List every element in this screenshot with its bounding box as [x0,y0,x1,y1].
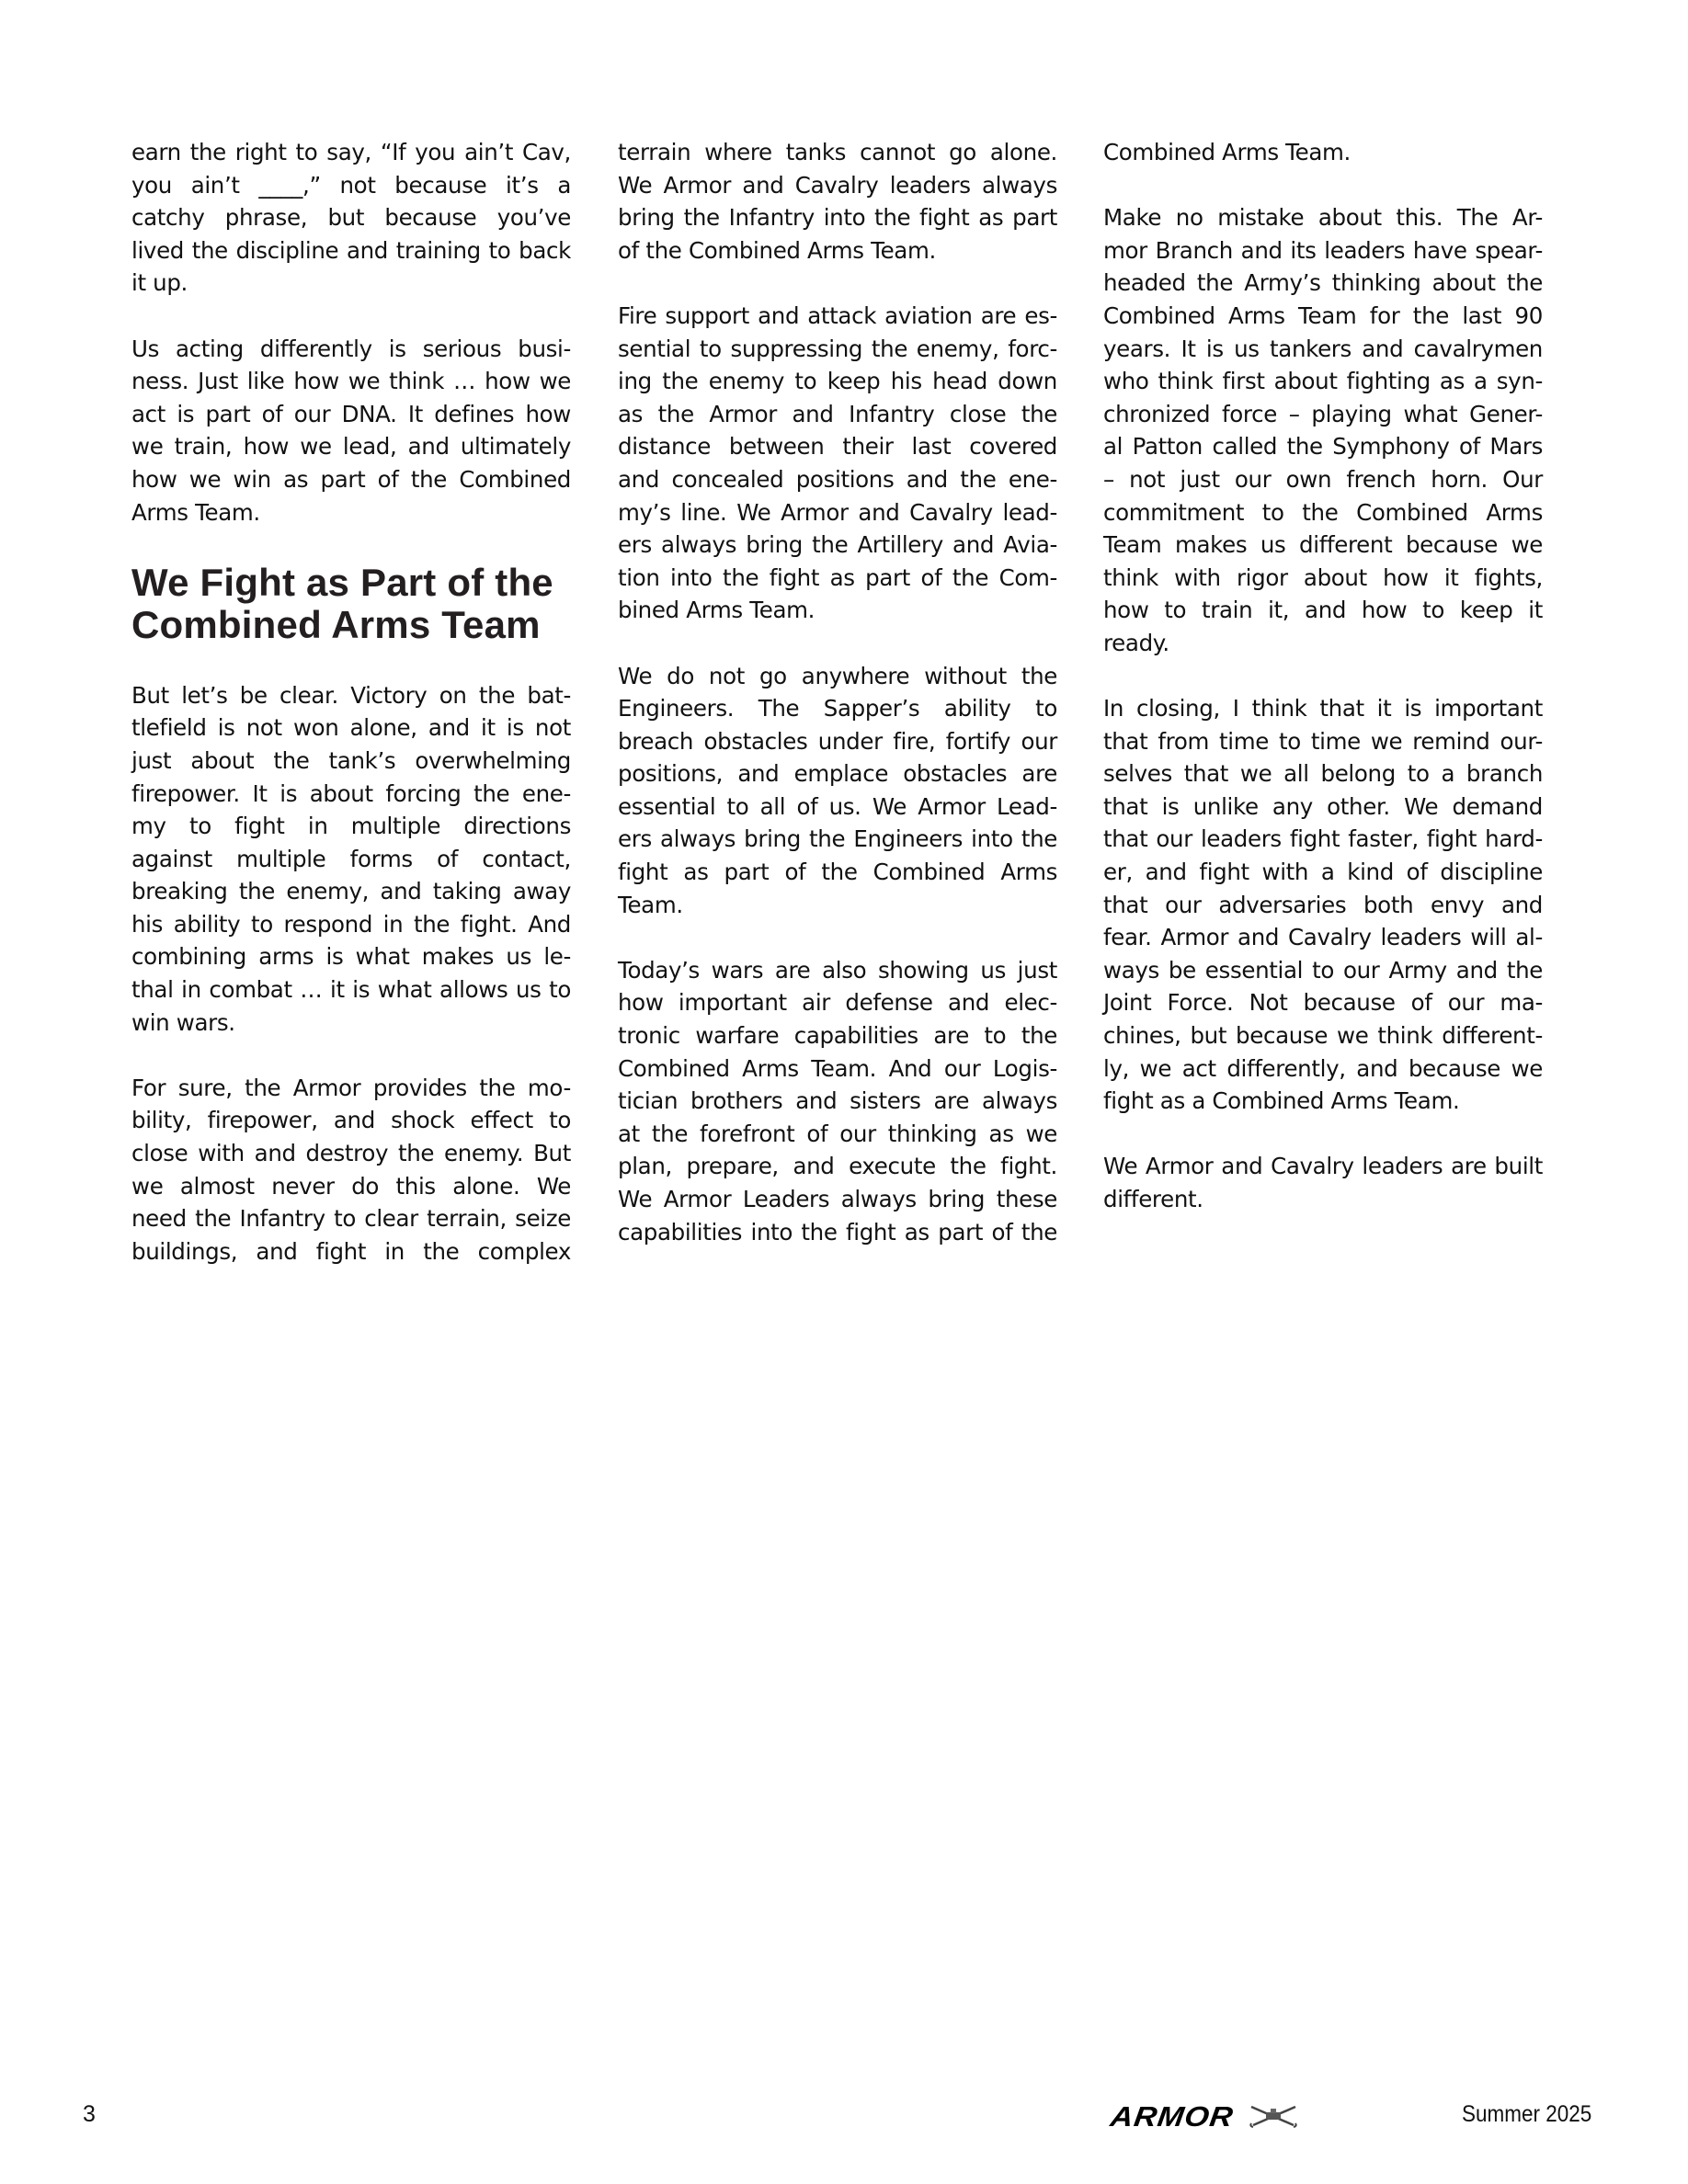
text-line: how we win as part of the Combined [131,465,571,493]
paragraph [1103,201,1543,659]
text-line: For sure, the Armor provides the mo- [131,1074,571,1101]
page-number: 3 [83,2101,96,2127]
text-line: tlefield is not won alone, and it is not [131,714,571,742]
text-line: We Armor and Cavalry leaders always [618,171,1057,199]
text-line: fear. Armor and Cavalry leaders will al- [1103,924,1543,951]
text-line: that is unlike any other. We demand [1103,792,1543,820]
text-line: earn the right to say, “If you ain’t Cav, [131,139,571,165]
text-line: bring the Infantry into the fight as part [618,204,1057,232]
paragraph [131,136,571,300]
paragraph [1103,1150,1543,1215]
text-line: In closing, I think that it is important [1103,695,1543,722]
text-line: Team. [618,891,683,918]
text-line: at the forefront of our thinking as we [618,1120,1057,1147]
text-line: as the Armor and Infantry close the [618,400,1057,427]
text-line: you ain’t ____,” not because it’s a [131,171,571,199]
text-line: how important air defense and elec- [618,989,1057,1017]
text-line: Today’s wars are also showing us just [618,956,1057,984]
text-line: Combined Arms Team. [1103,139,1351,165]
text-line: essential to all of us. We Armor Lead- [618,792,1057,820]
text-line: al Patton called the Symphony of Mars [1103,433,1543,461]
text-line: ers always bring the Engineers into the [618,825,1057,853]
text-line: that our adversaries both envy and [1103,891,1543,918]
heading-line: Combined Arms Team [131,602,541,646]
text-line: Team makes us different because we [1103,531,1543,559]
text-line: er, and fight with a kind of discipline [1103,859,1543,886]
article-column-3 [1103,136,1543,1248]
magazine-logo [1108,2099,1299,2135]
text-line: chronized force – playing what Gener- [1103,400,1543,427]
paragraph [618,136,1057,267]
text-line: that from time to time we remind our- [1103,727,1543,755]
text-line: Arms Team. [131,498,260,526]
text-line: Make no mistake about this. The Ar- [1103,204,1543,232]
text-line: close with and destroy the enemy. But [131,1140,571,1167]
issue-date: Summer 2025 [1462,2101,1592,2127]
text-line: of the Combined Arms Team. [618,236,936,264]
text-line: against multiple forms of contact, [131,845,571,872]
text-line: Fire support and attack aviation are es- [618,301,1057,329]
text-line: need the Infantry to clear terrain, seize [131,1205,571,1233]
text-line: ness. Just like how we think … how we [131,368,571,395]
paragraph [131,1072,571,1268]
text-line: ly, we act differently, and because we [1103,1054,1543,1082]
text-line: combining arms is what makes us le- [131,943,571,971]
text-line: act is part of our DNA. It defines how [131,400,571,427]
text-line: my to fight in multiple directions [131,813,571,840]
text-line: lived the discipline and training to back [131,236,571,264]
paragraph [618,660,1057,922]
text-line: fight as a Combined Arms Team. [1103,1087,1460,1115]
text-line: We Armor Leaders always bring these [618,1186,1057,1212]
text-line: tician brothers and sisters are always [618,1087,1057,1115]
paragraph [1103,692,1543,1118]
text-line: just about the tank’s overwhelming [131,746,571,774]
text-line: Joint Force. Not because of our ma- [1103,989,1543,1017]
text-line: my’s line. We Armor and Cavalry lead- [618,498,1057,526]
text-line: who think first about fighting as a syn- [1103,368,1543,395]
section-heading [131,562,571,646]
text-line: – not just our own french horn. Our [1103,465,1543,493]
text-line: win wars. [131,1008,235,1036]
text-line: it up. [131,269,188,297]
text-line: terrain where tanks cannot go alone. [618,139,1057,165]
text-line: Engineers. The Sapper’s ability to [618,695,1057,722]
text-line: plan, prepare, and execute the fight. [618,1153,1057,1180]
text-line: sential to suppressing the enemy, forc- [618,335,1057,362]
text-line: tion into the fight as part of the Com- [618,563,1057,591]
text-line: catchy phrase, but because you’ve [131,204,571,232]
text-line: headed the Army’s thinking about the [1103,269,1543,297]
text-line: his ability to respond in the fight. And [131,910,571,938]
text-line: we train, how we lead, and ultimately [131,433,571,461]
text-line: distance between their last covered [618,433,1057,461]
text-line: capabilities into the fight as part of the [618,1218,1057,1246]
text-line: breach obstacles under fire, fortify our [618,727,1057,755]
paragraph [618,954,1057,1248]
text-line: We do not go anywhere without the [618,662,1057,689]
logo-text: ARMOR [1108,2100,1236,2133]
paragraph [131,333,571,529]
paragraph [131,679,571,1040]
text-line: We Armor and Cavalry leaders are built [1103,1153,1543,1180]
article-column-2 [618,136,1057,1281]
text-line: bility, firepower, and shock effect to [131,1107,571,1134]
text-line: and concealed positions and the ene- [618,465,1057,493]
text-line: But let’s be clear. Victory on the bat- [131,681,571,709]
text-line: chines, but because we think different- [1103,1022,1543,1050]
text-line: breaking the enemy, and taking away [131,878,571,905]
text-line: thal in combat … it is what allows us to [131,976,571,1004]
heading-line: We Fight as Part of the [131,560,553,604]
crossed-sabers-tank-icon [1248,2103,1299,2133]
text-line: selves that we all belong to a branch [1103,760,1543,788]
text-line: firepower. It is about forcing the ene- [131,779,571,807]
text-line: mor Branch and its leaders have spear- [1103,236,1543,264]
text-line: Combined Arms Team for the last 90 [1103,301,1543,329]
text-line: tronic warfare capabilities are to the [618,1022,1057,1050]
text-line: ers always bring the Artillery and Avia- [618,531,1057,559]
text-line: ing the enemy to keep his head down [618,368,1057,395]
text-line: how to train it, and how to keep it [1103,597,1543,624]
text-line: we almost never do this alone. We [131,1172,571,1200]
text-line: ways be essential to our Army and the [1103,956,1543,984]
paragraph [618,300,1057,627]
text-line: years. It is us tankers and cavalrymen [1103,335,1543,362]
text-line: positions, and emplace obstacles are [618,760,1057,788]
text-line: think with rigor about how it fights, [1103,563,1543,591]
text-line: Us acting differently is serious busi- [131,335,571,362]
text-line: ready. [1103,629,1169,656]
text-line: fight as part of the Combined Arms [618,859,1057,886]
text-line: buildings, and fight in the complex [131,1237,571,1265]
text-line: different. [1103,1186,1203,1212]
paragraph [1103,136,1543,169]
text-line: Combined Arms Team. And our Logis- [618,1054,1057,1082]
text-line: commitment to the Combined Arms [1103,498,1543,526]
text-line: bined Arms Team. [618,597,815,624]
text-line: that our leaders fight faster, fight hard- [1103,825,1543,853]
article-column-1 [131,136,571,1301]
